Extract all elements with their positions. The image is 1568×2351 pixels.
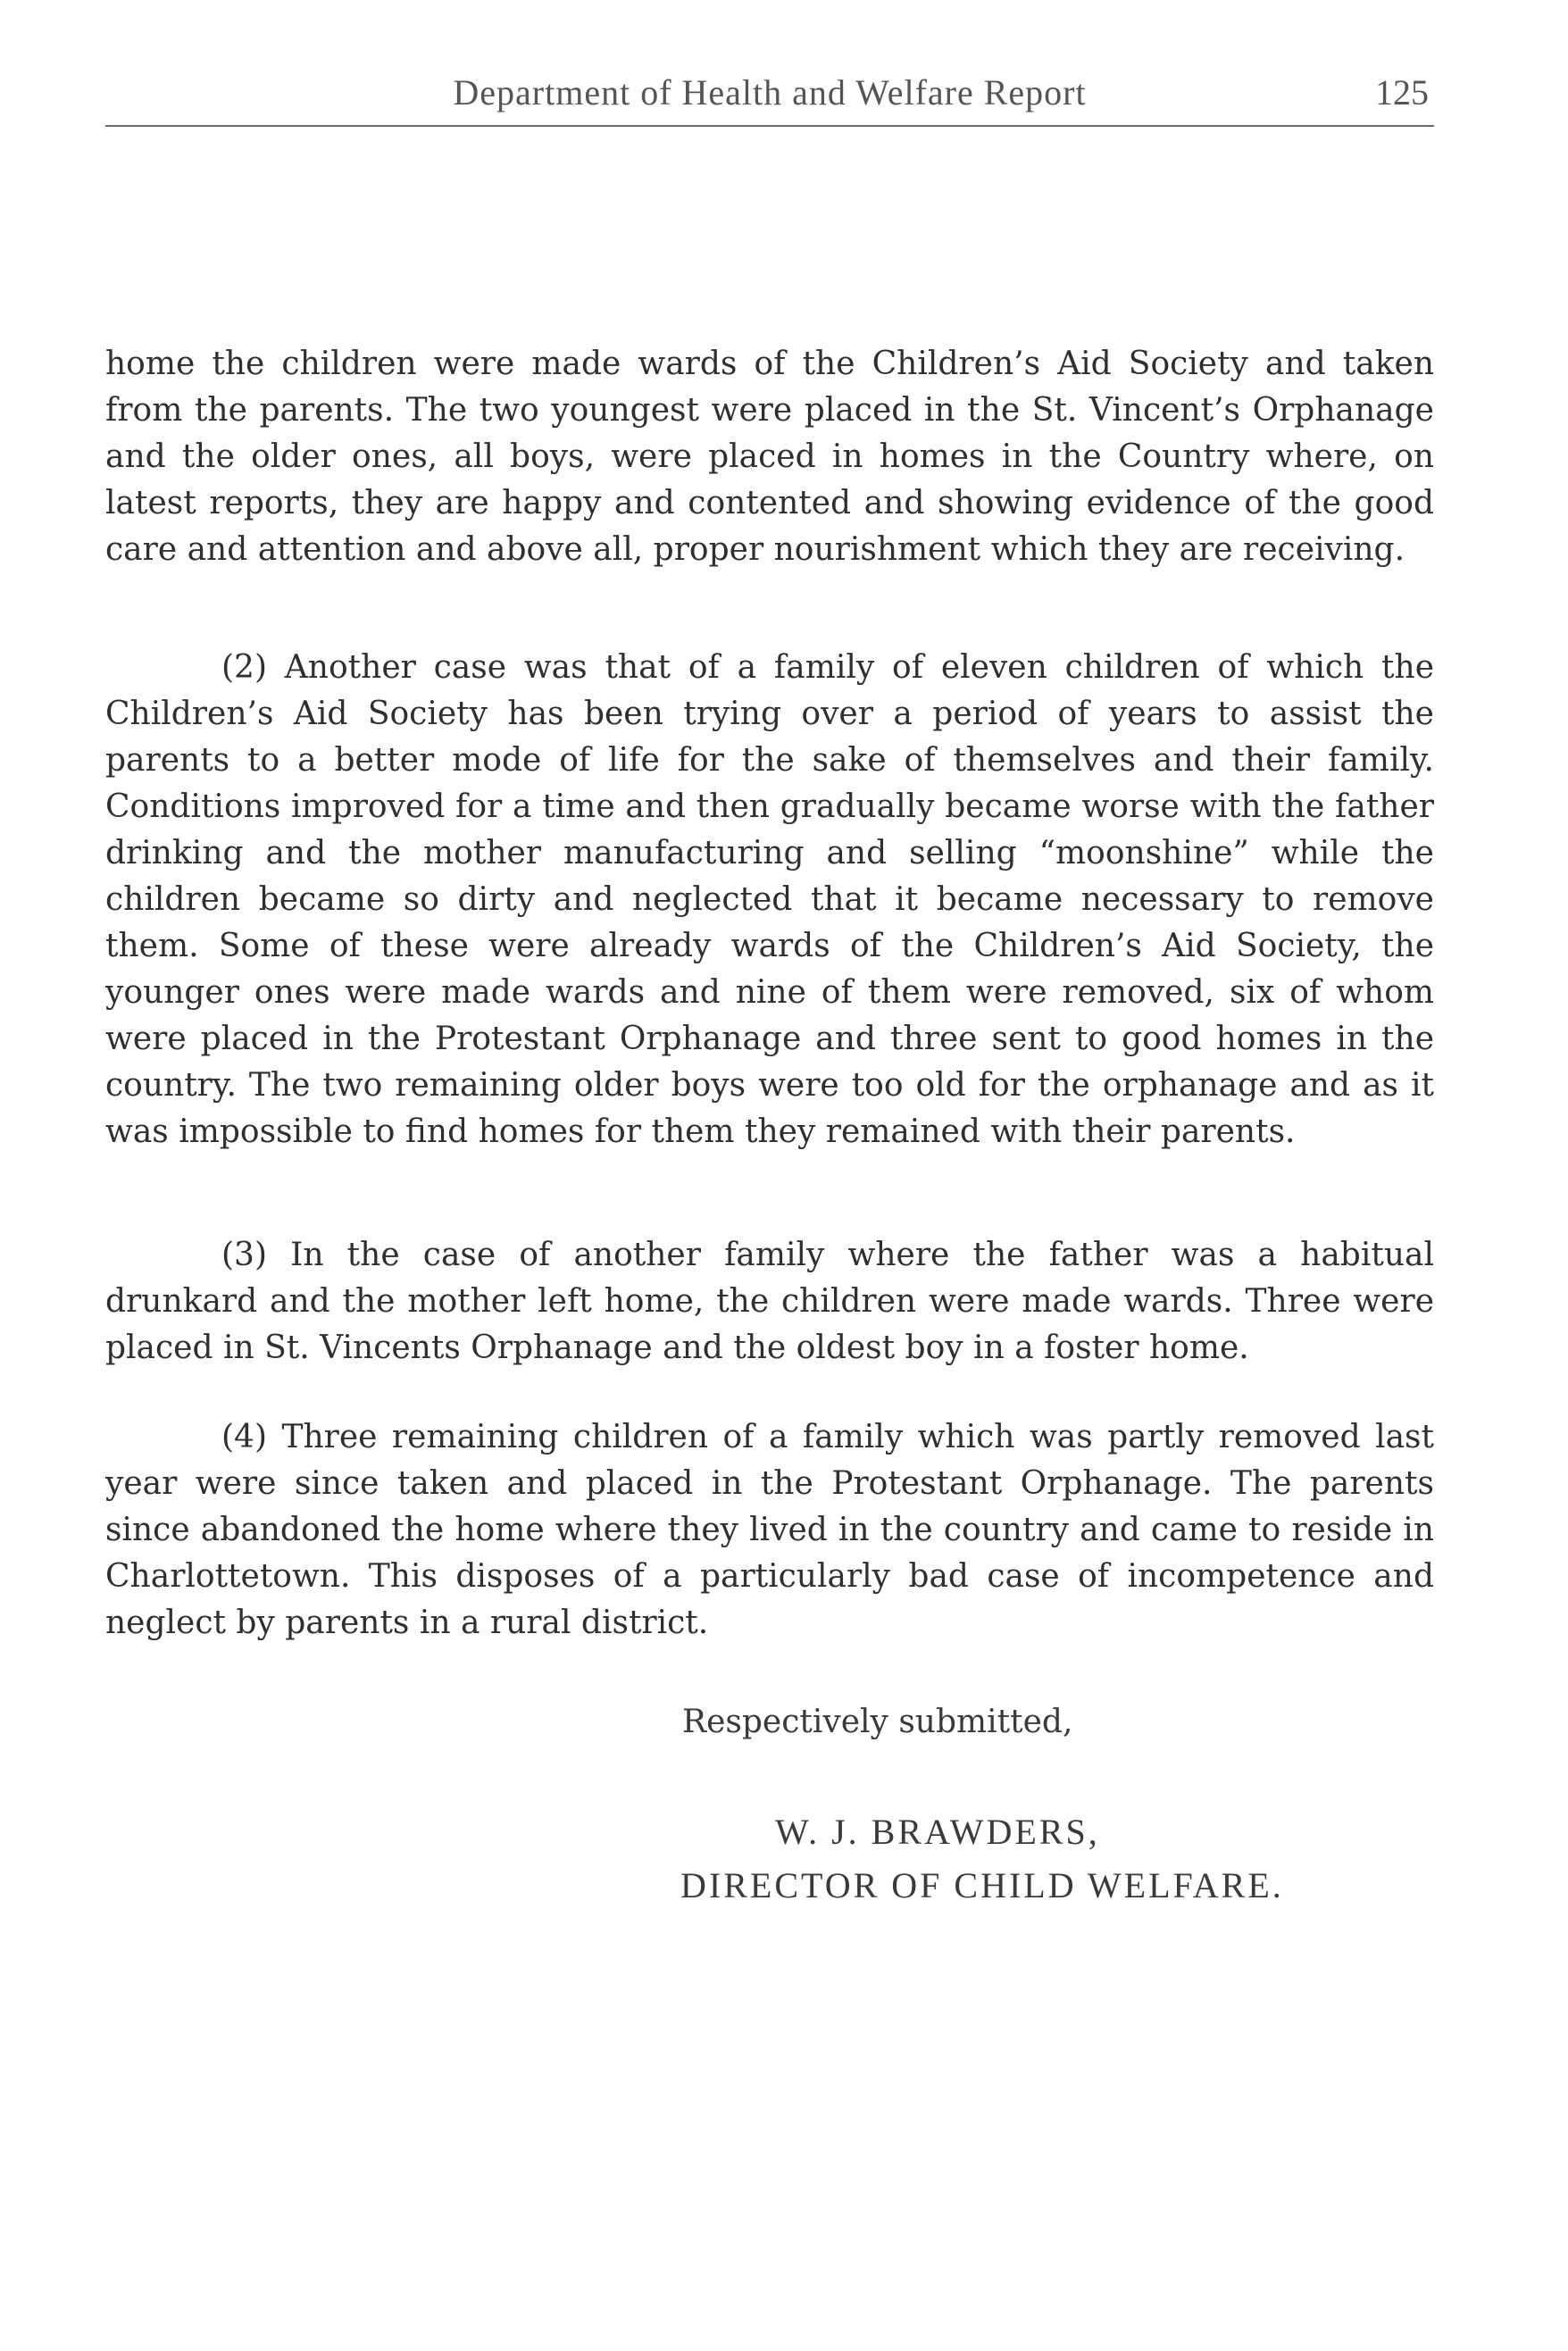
paragraph-continuation: home the children were made wards of the Children’s Aid Society and taken from the parents. The two youngest were placed in the St. Vincent’s Orphanage and the older ones, all boys, were placed in homes in the Country where, on latest reports, they are happy and contented and showing evidence of the good care and attention and above all, proper nourishment which they are receiving. (105, 346, 1434, 568)
closing-salutation: Respectively submitted, (682, 1704, 1073, 1740)
signatory-name: W. J. BRAWDERS, (775, 1812, 1100, 1852)
paragraph-case-3: (3) In the case of another family where the father was a habitual drunkard and the mother left home, the children were made wards. Three were placed in St. Vincents Orphanage and the oldest boy in a foster home. (105, 1237, 1434, 1366)
paragraph-case-2: (2) Another case was that of a family of eleven children of which the Children’s Aid Society has been trying over a period of years to assist the parents to a better mode of life for the sake of themselves and their family. Conditions improved for a time and then gradually became worse with the father drinking and the mother manufacturing and selling “moonshine” while the children became so dirty and neglected that it became necessary to remove them. Some of these were already wards of the Children’s Aid Society, the younger ones were made wards and nine of them were removed, six of whom were placed in the Protestant Orphanage and three sent to good homes in the country. The two remaining older boys were too old for the orphanage and as it was impossible to find homes for them they remained with their parents. (105, 649, 1434, 1150)
page-number: 125 (1375, 72, 1429, 113)
running-head (105, 71, 1434, 127)
paragraph-case-4: (4) Three remaining children of a family which was partly removed last year were since taken and placed in the Protestant Orphanage. The parents since abandoned the home where they lived in the country and came to reside in Charlottetown. This disposes of a particularly bad case of incompetence and neglect by parents in a rural district. (105, 1419, 1434, 1641)
signatory-title: DIRECTOR OF CHILD WELFARE. (680, 1865, 1284, 1905)
running-title: Department of Health and Welfare Report (453, 72, 1087, 113)
